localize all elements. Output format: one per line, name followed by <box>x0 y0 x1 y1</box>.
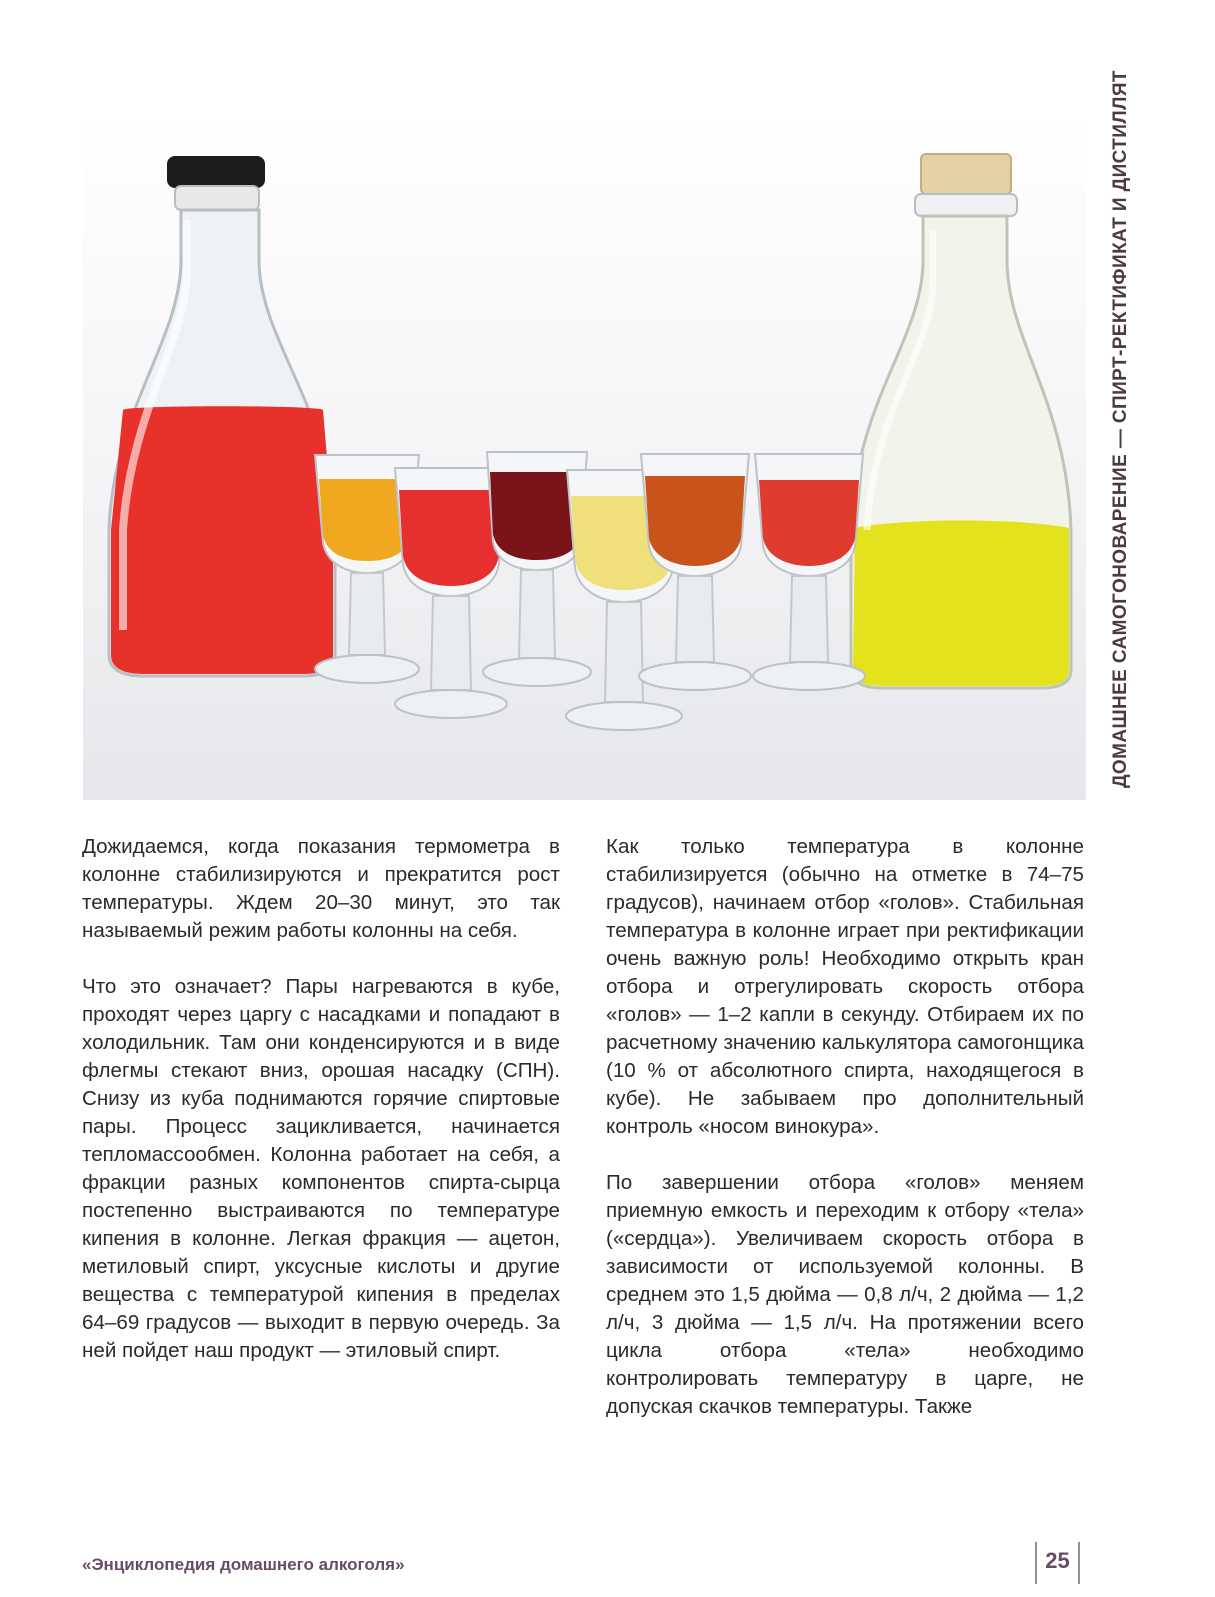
product-photo <box>83 110 1086 800</box>
paragraph: Как только температура в колонне стабилизируется (обычно на отметке в 74–75 градусов), начинаем отбор «голов». Стабильная температура в колонне играет при ректификации очень важную роль! Необходимо открыть кран отбора и отрегулировать скорость отбора «голов» — 1–2 капли в секунду. Отбираем их по расчетному значению калькулятора самогонщика (10 % от абсолютного спирта, находящегося в кубе). Не забываем про дополнительный контроль «носом винокура». <box>606 835 1084 1138</box>
paragraph: Что это означает? Пары нагреваются в кубе, проходят через царгу с насадками и попадают в холодильник. Там они конденсируются и в виде флегмы стекают вниз, орошая насадку (СПН). Снизу из куба поднимаются горячие спиртовые пары. Процесс зацикливается, начинается тепломассообмен. Колонна работает на себя, а фракции разных компонентов спирта-сырца постепенно выстраиваются по температуре кипения в колонне. Легкая фракция — ацетон, метиловый спирт, уксусные кислоты и другие вещества с температурой кипения в пределах 64–69 градусов — выходит в первую очередь. За ней пойдет наш продукт — этиловый спирт. <box>82 975 560 1362</box>
left-bottle-liquid <box>111 406 333 674</box>
page-number: 25 <box>1045 1548 1070 1573</box>
text-column-right <box>606 833 1084 1449</box>
text-column-left <box>82 833 560 1393</box>
paragraph: Дожидаемся, когда показания термометра в колонне стабилизируются и прекратится рост температуры. Ждем 20–30 минут, это так называемый режим работы колонны на себя. <box>82 835 560 942</box>
bottles-and-glasses-illustration <box>83 110 1086 800</box>
page-number-rule-right <box>1078 1542 1080 1584</box>
paragraph: По завершении отбора «голов» меняем приемную емкость и переходим к отбору «тела» («сердца»). Увеличиваем скорость отбора в зависимости от используемой колонны. В среднем это 1,5 дюйма — 0,8 л/ч, 2 дюйма — 1,2 л/ч, 3 дюйма — 1,5 л/ч. На протяжении всего цикла отбора «тела» необходимо контролировать температуру в царге, не допуская скачков температуры. Также <box>606 1171 1084 1418</box>
book-title-footer: «Энциклопедия домашнего алкоголя» <box>82 1555 405 1574</box>
chapter-side-title: ДОМАШНЕЕ САМОГОНОВАРЕНИЕ — СПИРТ-РЕКТИФИКАТ И ДИСТИЛЛЯТ <box>1110 70 1131 788</box>
right-bottle-liquid <box>853 521 1069 687</box>
